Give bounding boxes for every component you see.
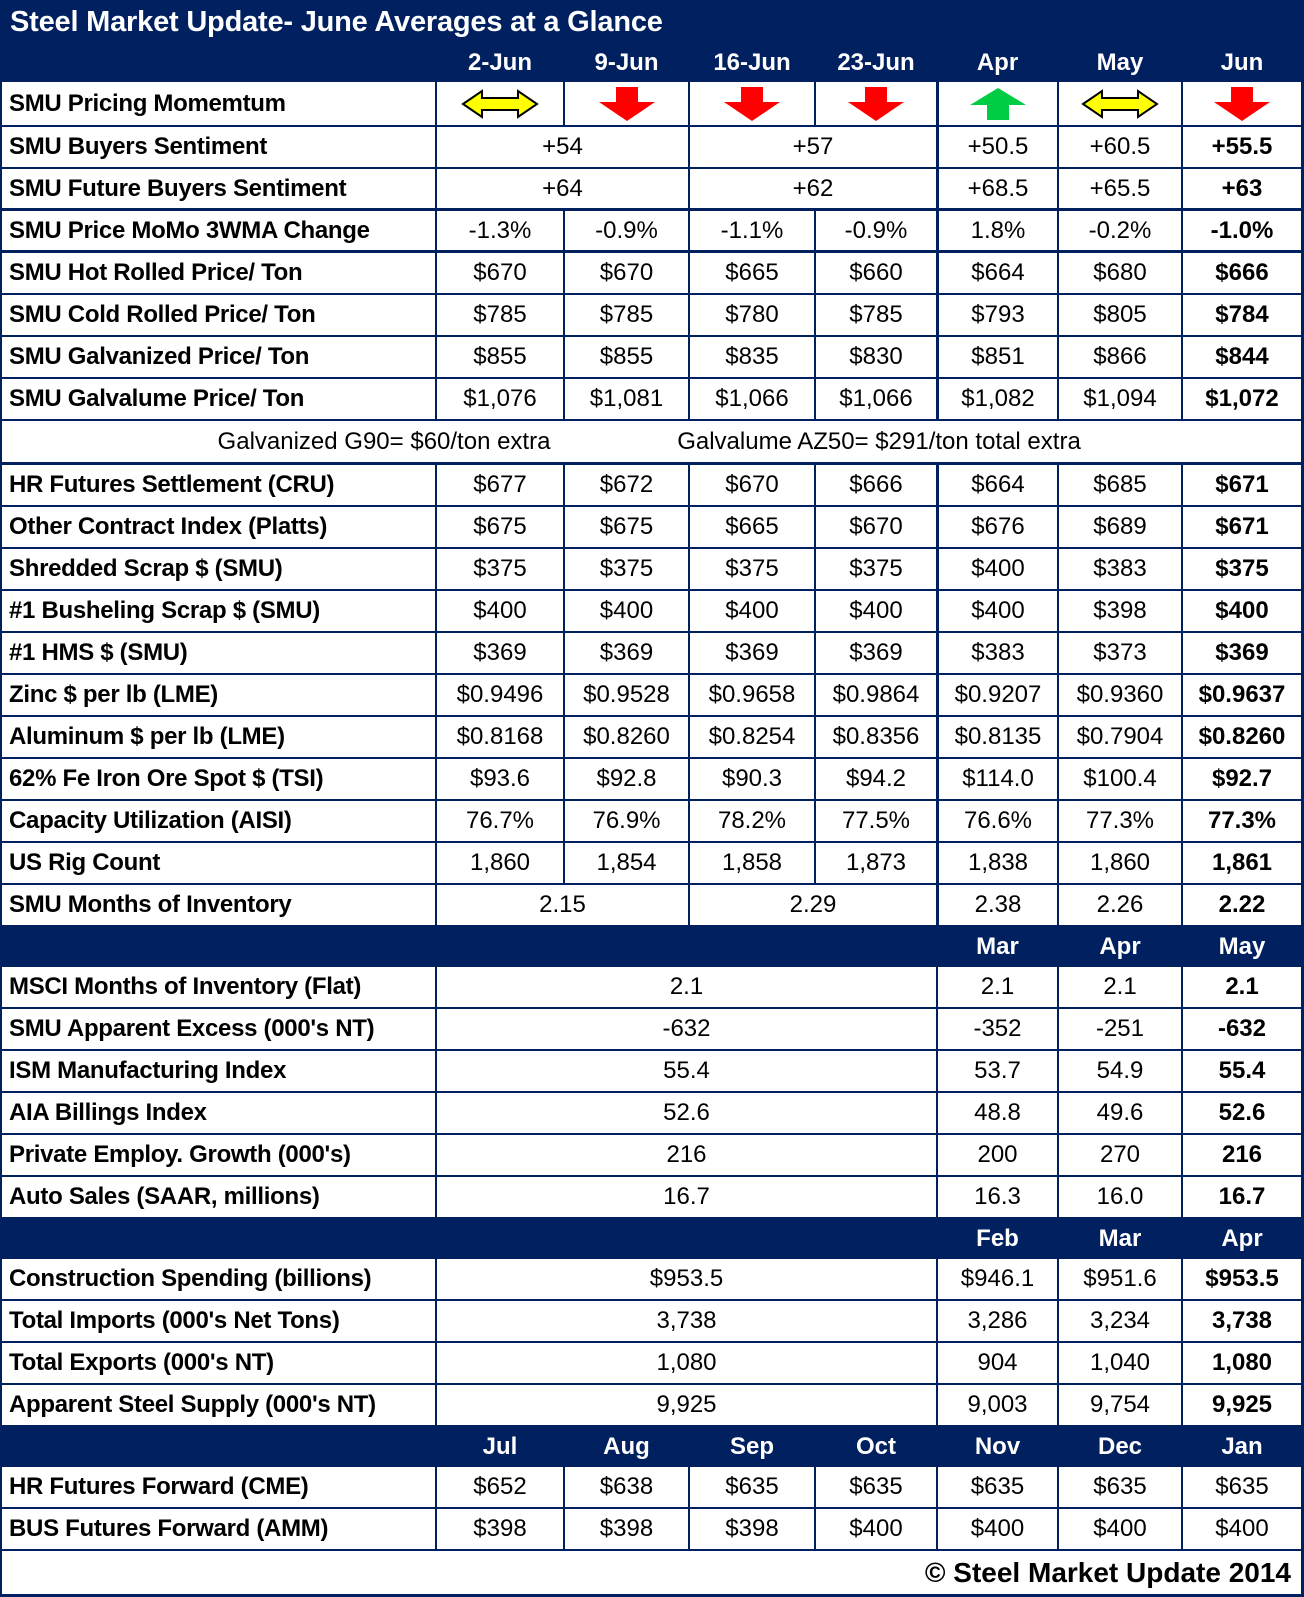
value-cell: $676 [936, 507, 1057, 547]
value-cell: $0.9528 [563, 675, 688, 715]
value-cell: 9,925 [435, 1385, 936, 1425]
value-cell: 9,754 [1057, 1385, 1181, 1425]
value-cell: 52.6 [1181, 1093, 1301, 1133]
table-row [0, 1135, 1304, 1177]
value-cell: $666 [1181, 253, 1301, 293]
value-cell: $670 [435, 253, 563, 293]
value-cell: $1,066 [688, 379, 814, 419]
value-cell: $855 [563, 337, 688, 377]
column-header: Jul [482, 1433, 518, 1460]
table-row [0, 169, 1304, 211]
value-cell: $0.9658 [688, 675, 814, 715]
value-cell: $400 [936, 591, 1057, 631]
value-cell: $664 [936, 253, 1057, 293]
column-header: Jun [1220, 49, 1264, 76]
header-spacer [2, 1219, 435, 1259]
value-cell: 2.26 [1057, 885, 1181, 925]
row-label: US Rig Count [9, 849, 161, 876]
value-cell: -632 [1181, 1009, 1301, 1049]
row-label: #1 HMS $ (SMU) [9, 639, 188, 666]
value-cell: 1,854 [563, 843, 688, 883]
column-header: Sep [729, 1433, 774, 1460]
table-row [0, 1009, 1304, 1051]
value-cell: $0.8168 [435, 717, 563, 757]
column-header: Aug [603, 1433, 650, 1460]
row-label: Apparent Steel Supply (000's NT) [9, 1391, 376, 1418]
value-cell: 270 [1057, 1135, 1181, 1175]
value-cell: $675 [435, 507, 563, 547]
value-cell: 3,738 [435, 1301, 936, 1341]
column-header: 9-Jun [594, 49, 659, 76]
value-cell: $375 [563, 549, 688, 589]
value-cell: $844 [1181, 337, 1301, 377]
value-cell: 2.1 [1181, 967, 1301, 1007]
value-cell: $400 [688, 591, 814, 631]
sideways-arrow-icon [435, 82, 563, 125]
table-row [0, 675, 1304, 717]
value-cell: $785 [563, 295, 688, 335]
value-cell: $660 [814, 253, 936, 293]
row-label: Other Contract Index (Platts) [9, 513, 328, 540]
value-cell: 200 [936, 1135, 1057, 1175]
value-cell: 78.2% [688, 801, 814, 841]
value-cell: 1,860 [435, 843, 563, 883]
table-row [0, 967, 1304, 1009]
value-cell: $400 [814, 1509, 936, 1549]
value-cell: $0.8254 [688, 717, 814, 757]
value-cell: $398 [688, 1509, 814, 1549]
column-header: Jan [1221, 1433, 1263, 1460]
down-arrow-icon [688, 82, 814, 125]
value-cell: +54 [435, 127, 688, 167]
value-cell: 76.9% [563, 801, 688, 841]
value-cell: $675 [563, 507, 688, 547]
value-cell: $665 [688, 253, 814, 293]
page-title: Steel Market Update- June Averages at a Glance [0, 0, 1304, 44]
value-cell: 9,003 [936, 1385, 1057, 1425]
value-cell: $635 [814, 1467, 936, 1507]
value-cell: +60.5 [1057, 127, 1181, 167]
value-cell: $635 [1181, 1467, 1301, 1507]
value-cell: 76.7% [435, 801, 563, 841]
table-row [0, 127, 1304, 169]
copyright-text: © Steel Market Update 2014 [924, 1556, 1291, 1588]
value-cell: $400 [1181, 591, 1301, 631]
value-cell: $375 [1181, 549, 1301, 589]
column-header [688, 1219, 814, 1259]
value-cell: $1,072 [1181, 379, 1301, 419]
value-cell: $805 [1057, 295, 1181, 335]
row-label: SMU Hot Rolled Price/ Ton [9, 259, 303, 286]
down-arrow-icon [1181, 82, 1301, 125]
value-cell: $0.9360 [1057, 675, 1181, 715]
down-arrow-icon [563, 82, 688, 125]
month-header-row [0, 927, 1304, 967]
month-header-row [0, 1427, 1304, 1467]
row-label: SMU Cold Rolled Price/ Ton [9, 301, 316, 328]
row-label: HR Futures Forward (CME) [9, 1473, 309, 1500]
value-cell: $90.3 [688, 759, 814, 799]
value-cell: -352 [936, 1009, 1057, 1049]
column-header: Mar [976, 933, 1019, 960]
column-header: 2-Jun [467, 49, 532, 76]
value-cell: 1,838 [936, 843, 1057, 883]
column-header: Feb [976, 1225, 1019, 1252]
table-row [0, 1051, 1304, 1093]
value-cell: $635 [936, 1467, 1057, 1507]
row-label: ISM Manufacturing Index [9, 1057, 287, 1084]
galvanized-note: Galvanized G90= $60/ton extra [217, 427, 551, 455]
value-cell: 1,080 [1181, 1343, 1301, 1383]
value-cell: 216 [1181, 1135, 1301, 1175]
value-cell: $400 [936, 549, 1057, 589]
value-cell: 3,234 [1057, 1301, 1181, 1341]
row-label: Aluminum $ per lb (LME) [9, 723, 285, 750]
value-cell: 55.4 [435, 1051, 936, 1091]
value-cell: -0.9% [563, 211, 688, 250]
table-row [0, 379, 1304, 421]
value-cell: $635 [688, 1467, 814, 1507]
value-cell: 16.7 [1181, 1177, 1301, 1217]
value-cell: $369 [688, 633, 814, 673]
value-cell: 52.6 [435, 1093, 936, 1133]
month-header-row [0, 1219, 1304, 1259]
row-label: SMU Galvanized Price/ Ton [9, 343, 310, 370]
value-cell: $830 [814, 337, 936, 377]
sideways-arrow-icon [1057, 82, 1181, 125]
value-cell: $1,081 [563, 379, 688, 419]
column-header: Apr [1099, 933, 1141, 960]
value-cell: $375 [435, 549, 563, 589]
value-cell: $951.6 [1057, 1259, 1181, 1299]
value-cell: 53.7 [936, 1051, 1057, 1091]
value-cell: -632 [435, 1009, 936, 1049]
row-label: Private Employ. Growth (000's) [9, 1141, 351, 1168]
table-row [0, 1509, 1304, 1551]
value-cell: $680 [1057, 253, 1181, 293]
row-label: SMU Pricing Momemtum [9, 89, 286, 117]
value-cell: +65.5 [1057, 169, 1181, 208]
value-cell: $100.4 [1057, 759, 1181, 799]
table-row [0, 295, 1304, 337]
table-row [0, 1259, 1304, 1301]
value-cell: $670 [563, 253, 688, 293]
row-label: SMU Future Buyers Sentiment [9, 174, 347, 202]
table-row [0, 1467, 1304, 1509]
value-cell: $946.1 [936, 1259, 1057, 1299]
column-header: Apr [1221, 1225, 1263, 1252]
value-cell: $400 [435, 591, 563, 631]
table-row [0, 253, 1304, 295]
value-cell: $664 [936, 465, 1057, 505]
value-cell: 1,080 [435, 1343, 936, 1383]
table-row [0, 549, 1304, 591]
value-cell: $665 [688, 507, 814, 547]
value-cell: 1,860 [1057, 843, 1181, 883]
value-cell: 3,286 [936, 1301, 1057, 1341]
value-cell: +50.5 [936, 127, 1057, 167]
column-header: May [1218, 933, 1266, 960]
row-label: Capacity Utilization (AISI) [9, 807, 292, 834]
value-cell: $866 [1057, 337, 1181, 377]
table-row [0, 465, 1304, 507]
row-label: SMU Buyers Sentiment [9, 133, 268, 160]
value-cell: $785 [435, 295, 563, 335]
value-cell: $0.9207 [936, 675, 1057, 715]
value-cell: $0.8135 [936, 717, 1057, 757]
table-row [0, 633, 1304, 675]
value-cell: $0.8260 [1181, 717, 1301, 757]
value-cell: $0.7904 [1057, 717, 1181, 757]
value-cell: +68.5 [936, 169, 1057, 208]
table-row [0, 1177, 1304, 1219]
value-cell: 2.22 [1181, 885, 1301, 925]
value-cell: 48.8 [936, 1093, 1057, 1133]
header-spacer [2, 927, 435, 967]
value-cell: -0.2% [1057, 211, 1181, 250]
value-cell: 2.1 [936, 967, 1057, 1007]
row-label: Shredded Scrap $ (SMU) [9, 555, 283, 582]
galvalume-note: Galvalume AZ50= $291/ton total extra [677, 427, 1081, 455]
column-header: Apr [976, 49, 1019, 76]
table-row [0, 843, 1304, 885]
column-header [563, 1219, 688, 1259]
value-cell: $785 [814, 295, 936, 335]
value-cell: +57 [688, 127, 936, 167]
value-cell: +64 [435, 169, 688, 208]
column-header [435, 927, 563, 967]
value-cell: -251 [1057, 1009, 1181, 1049]
row-label: MSCI Months of Inventory (Flat) [9, 973, 362, 1000]
column-header: Nov [974, 1433, 1021, 1460]
value-cell: $671 [1181, 507, 1301, 547]
table-row [0, 507, 1304, 549]
value-cell: $0.9637 [1181, 675, 1301, 715]
value-cell: 216 [435, 1135, 936, 1175]
value-cell: $375 [814, 549, 936, 589]
column-header: 16-Jun [713, 49, 791, 76]
value-cell: $670 [688, 465, 814, 505]
value-cell: $1,094 [1057, 379, 1181, 419]
value-cell: $114.0 [936, 759, 1057, 799]
column-header: 23-Jun [837, 49, 915, 76]
value-cell: $638 [563, 1467, 688, 1507]
row-label: SMU Price MoMo 3WMA Change [9, 216, 370, 244]
row-label: 62% Fe Iron Ore Spot $ (TSI) [9, 765, 324, 792]
row-label: #1 Busheling Scrap $ (SMU) [9, 597, 320, 624]
value-cell: $953.5 [435, 1259, 936, 1299]
column-header [435, 1219, 563, 1259]
value-cell: 904 [936, 1343, 1057, 1383]
table-row [0, 591, 1304, 633]
value-cell: 1,861 [1181, 843, 1301, 883]
value-cell: 77.5% [814, 801, 936, 841]
value-cell: 55.4 [1181, 1051, 1301, 1091]
value-cell: $666 [814, 465, 936, 505]
value-cell: $400 [563, 591, 688, 631]
column-header-row [0, 44, 1304, 82]
column-header [563, 927, 688, 967]
value-cell: $1,066 [814, 379, 936, 419]
value-cell: 3,738 [1181, 1301, 1301, 1341]
row-label: Auto Sales (SAAR, millions) [9, 1183, 320, 1210]
table-row [0, 717, 1304, 759]
value-cell: 9,925 [1181, 1385, 1301, 1425]
table-row [0, 337, 1304, 379]
note-row [0, 421, 1304, 465]
row-label: SMU Apparent Excess (000's NT) [9, 1015, 375, 1042]
value-cell: $685 [1057, 465, 1181, 505]
value-cell: $0.9496 [435, 675, 563, 715]
value-cell: $671 [1181, 465, 1301, 505]
value-cell: $672 [563, 465, 688, 505]
column-header: May [1096, 49, 1144, 76]
up-arrow-icon [936, 82, 1057, 125]
value-cell: 1,040 [1057, 1343, 1181, 1383]
value-cell: 16.3 [936, 1177, 1057, 1217]
footer-row [0, 1551, 1304, 1597]
value-cell: -1.0% [1181, 211, 1301, 250]
value-cell: 2.29 [688, 885, 936, 925]
value-cell: +62 [688, 169, 936, 208]
table-body [0, 44, 1304, 1551]
row-label: SMU Months of Inventory [9, 891, 292, 918]
row-label: BUS Futures Forward (AMM) [9, 1515, 329, 1542]
value-cell: $0.9864 [814, 675, 936, 715]
column-header [814, 927, 936, 967]
row-label: SMU Galvalume Price/ Ton [9, 385, 305, 412]
value-cell: 49.6 [1057, 1093, 1181, 1133]
value-cell: -1.3% [435, 211, 563, 250]
value-cell: 1,858 [688, 843, 814, 883]
table-row [0, 1093, 1304, 1135]
table-row [0, 1385, 1304, 1427]
value-cell: $1,082 [936, 379, 1057, 419]
down-arrow-icon [814, 82, 936, 125]
value-cell: -1.1% [688, 211, 814, 250]
value-cell: $400 [936, 1509, 1057, 1549]
value-cell: $0.8356 [814, 717, 936, 757]
value-cell: $652 [435, 1467, 563, 1507]
value-cell: $93.6 [435, 759, 563, 799]
value-cell: $92.8 [563, 759, 688, 799]
table-row [0, 801, 1304, 843]
row-label: AIA Billings Index [9, 1099, 207, 1126]
value-cell: $677 [435, 465, 563, 505]
value-cell: $0.8260 [563, 717, 688, 757]
table-row [0, 1301, 1304, 1343]
value-cell: $369 [1181, 633, 1301, 673]
column-header: Mar [1098, 1225, 1142, 1252]
value-cell: $369 [435, 633, 563, 673]
value-cell: $92.7 [1181, 759, 1301, 799]
header-spacer [2, 44, 435, 82]
value-cell: 2.1 [1057, 967, 1181, 1007]
value-cell: 77.3% [1057, 801, 1181, 841]
value-cell: $635 [1057, 1467, 1181, 1507]
value-cell: $383 [1057, 549, 1181, 589]
value-cell: $398 [1057, 591, 1181, 631]
value-cell: $670 [814, 507, 936, 547]
value-cell: $689 [1057, 507, 1181, 547]
value-cell: $953.5 [1181, 1259, 1301, 1299]
row-label: Total Imports (000's Net Tons) [9, 1307, 340, 1334]
value-cell: $369 [814, 633, 936, 673]
value-cell: 77.3% [1181, 801, 1301, 841]
column-header [688, 927, 814, 967]
value-cell: 54.9 [1057, 1051, 1181, 1091]
value-cell: $398 [563, 1509, 688, 1549]
table-row [0, 759, 1304, 801]
row-label: Total Exports (000's NT) [9, 1349, 274, 1376]
value-cell: $851 [936, 337, 1057, 377]
value-cell: $398 [435, 1509, 563, 1549]
value-cell: +63 [1181, 169, 1301, 208]
value-cell: 1.8% [936, 211, 1057, 250]
value-cell: $400 [1057, 1509, 1181, 1549]
value-cell: $1,076 [435, 379, 563, 419]
value-cell: 2.1 [435, 967, 936, 1007]
value-cell: 76.6% [936, 801, 1057, 841]
value-cell: $369 [563, 633, 688, 673]
value-cell: 1,873 [814, 843, 936, 883]
value-cell: $780 [688, 295, 814, 335]
value-cell: $373 [1057, 633, 1181, 673]
column-header: Oct [855, 1433, 896, 1460]
value-cell: -0.9% [814, 211, 936, 250]
value-cell: $793 [936, 295, 1057, 335]
value-cell: $375 [688, 549, 814, 589]
table-row [0, 1343, 1304, 1385]
value-cell: $835 [688, 337, 814, 377]
header-spacer [2, 1427, 435, 1467]
value-cell: $94.2 [814, 759, 936, 799]
value-cell: 16.0 [1057, 1177, 1181, 1217]
table-row [0, 885, 1304, 927]
row-label: Zinc $ per lb (LME) [9, 681, 218, 708]
value-cell: 2.38 [936, 885, 1057, 925]
value-cell: $383 [936, 633, 1057, 673]
value-cell: $400 [1181, 1509, 1301, 1549]
column-header: Dec [1097, 1433, 1143, 1460]
column-header [814, 1219, 936, 1259]
row-label: HR Futures Settlement (CRU) [9, 471, 335, 498]
table-row [0, 211, 1304, 253]
row-label: Construction Spending (billions) [9, 1265, 372, 1292]
value-cell: $400 [814, 591, 936, 631]
value-cell: 2.15 [435, 885, 688, 925]
value-cell: 16.7 [435, 1177, 936, 1217]
momentum-row [0, 82, 1304, 127]
value-cell: +55.5 [1181, 127, 1301, 167]
value-cell: $855 [435, 337, 563, 377]
value-cell: $784 [1181, 295, 1301, 335]
